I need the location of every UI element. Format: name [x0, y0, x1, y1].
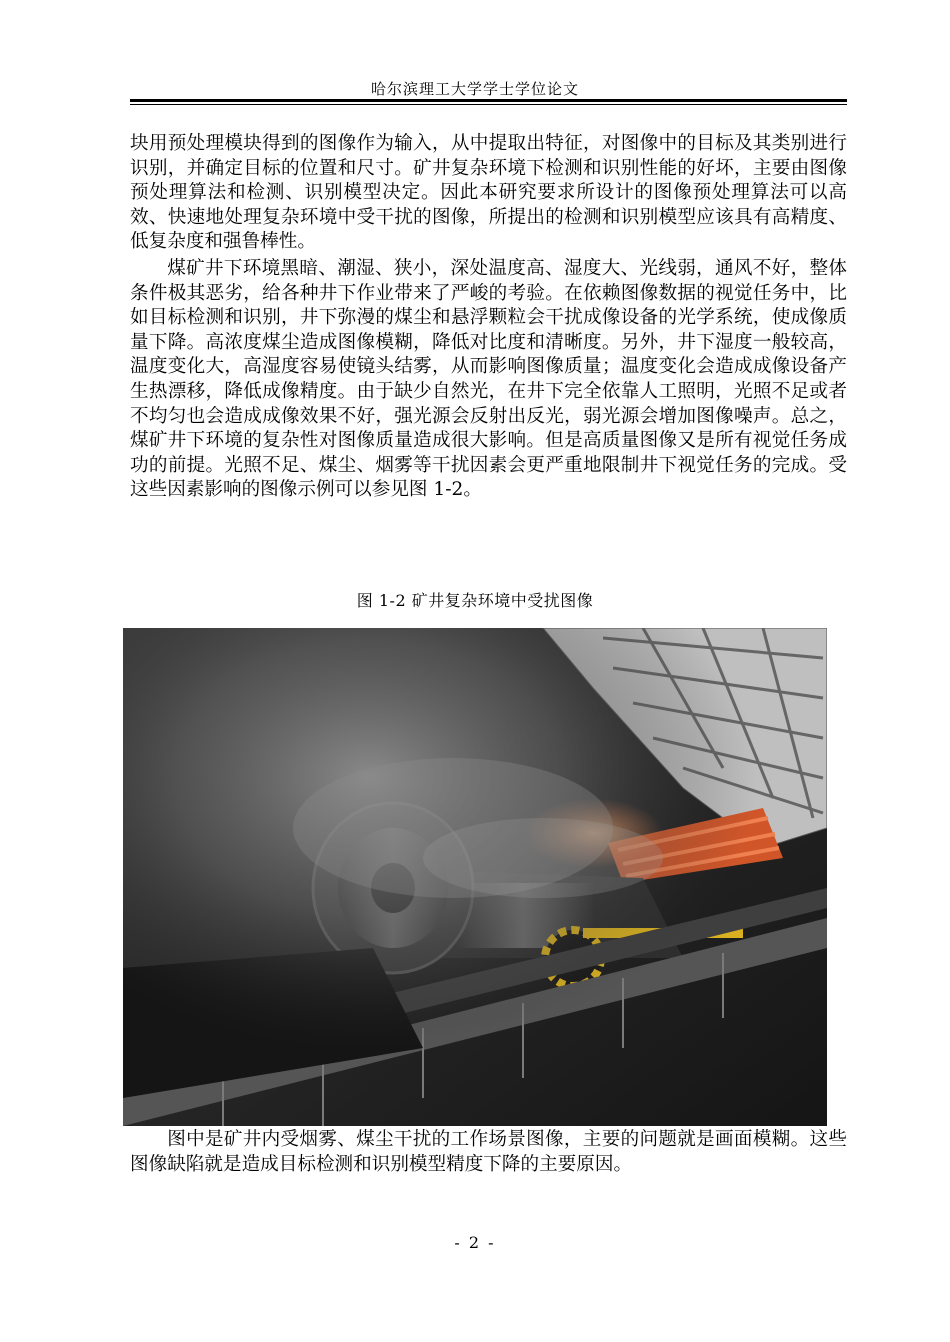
page-number: - 2 -	[454, 1233, 496, 1252]
paragraph-text: 煤矿井下环境黑暗、潮湿、狭小，深处温度高、湿度大、光线弱，通风不好，整体条件极其恶劣，给各种井下作业带来了严峻的考验。在依赖图像数据的视觉任务中，比如目标检测和识别，井下弥漫的煤尘和悬浮颗粒会干扰成像设备的光学系统，使成像质量下降。高浓度煤尘造成图像模糊，降低对比度和清晰度。另外，井下湿度一般较高，温度变化大，高湿度容易使镜头结雾，从而影响图像质量；温度变化会造成成像设备产生热漂移，降低成像精度。由于缺少自然光，在井下完全依靠人工照明，光照不足或者不均匀也会造成成像效果不好，强光源会反射出反光，弱光源会增加图像噪声。总之，煤矿井下环境的复杂性对图像质量造成很大影响。但是高质量图像又是所有视觉任务成功的前提。光照不足、煤尘、烟雾等干扰因素会更严重地限制井下视觉任务的完成。受这些因素影响的图像示例可以参见图 1-2。	[130, 258, 847, 501]
paragraph-text: 块用预处理模块得到的图像作为输入，从中提取出特征，对图像中的目标及其类别进行识别，并确定目标的位置和尺寸。矿井复杂环境下检测和识别性能的好坏，主要由图像预处理算法和检测、识别模型决定。因此本研究要求所设计的图像预处理算法可以高效、快速地处理复杂环境中受干扰的图像，所提出的检测和识别模型应该具有高精度、低复杂度和强鲁棒性。	[130, 133, 847, 253]
page-header: 哈尔滨理工大学学士学位论文	[370, 80, 579, 98]
body-paragraph-1	[130, 132, 847, 255]
header-rule-thin	[130, 104, 847, 105]
body-paragraph-2	[130, 257, 847, 503]
body-paragraph-3	[130, 1128, 847, 1177]
mine-photo-illustration	[123, 628, 827, 1126]
header-rule-thick	[130, 99, 847, 102]
mine-photo	[123, 628, 827, 1126]
figure-caption: 图 1-2 矿井复杂环境中受扰图像	[356, 591, 594, 610]
paragraph-text: 图中是矿井内受烟雾、煤尘干扰的工作场景图像，主要的问题就是画面模糊。这些图像缺陷就是造成目标检测和识别模型精度下降的主要原因。	[130, 1129, 847, 1175]
